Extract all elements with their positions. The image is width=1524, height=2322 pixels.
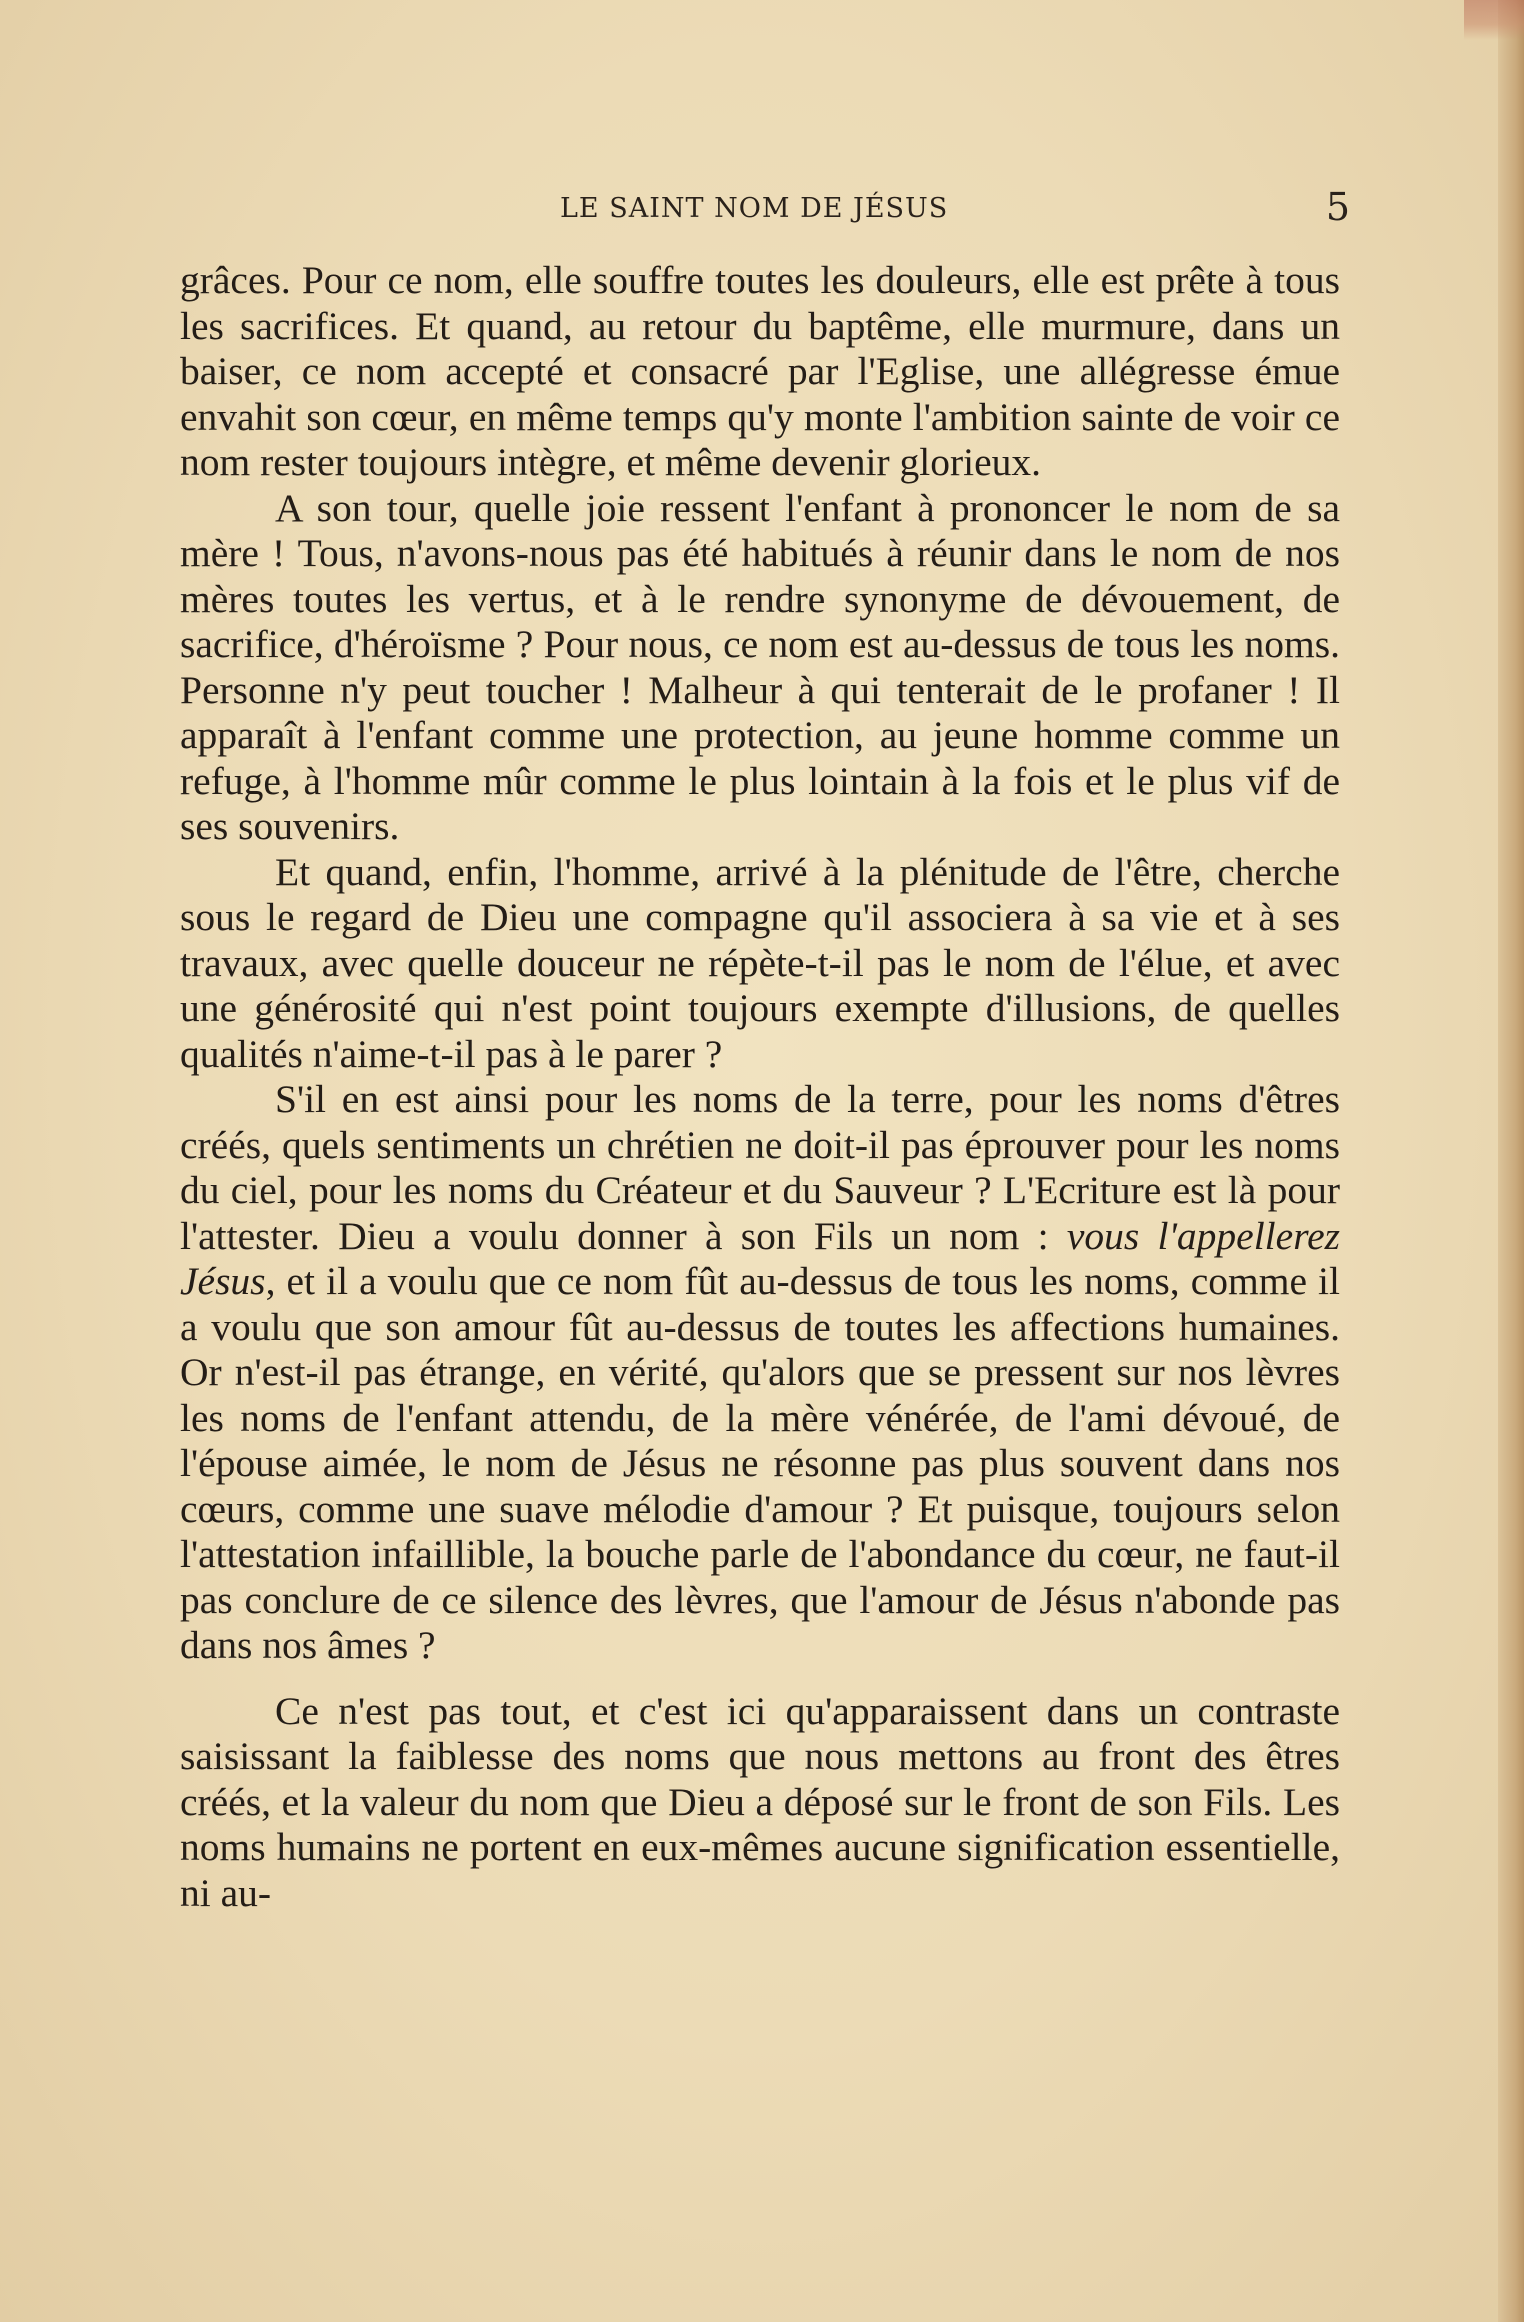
paragraph-3: Et quand, enfin, l'homme, arrivé à la plénitude de l'être, cherche sous le regard de Dieu une compagne qu'il associera à sa vie et à ses travaux, avec quelle douceur ne répète-t-il pas le nom de l'élue, et avec une générosité qui n'est point toujours exempte d'illusions, de quelles qualités n'aime-t-il pas à le parer ? — [180, 849, 1340, 1076]
page-number: 5 — [1325, 185, 1350, 229]
body-text — [180, 258, 1340, 1916]
page-header — [180, 185, 1350, 235]
paragraph-4-quote: vous l'appellerez Jésus — [180, 1213, 1340, 1303]
paragraph-4-part-2: , et il a voulu que ce nom fût au-dessus de tous les noms, comme il a voulu que son amour fût au-dessus de toutes les affections humaines. Or n'est-il pas étrange, en vérité, qu'alors que se pressent sur nos lèvres les noms de l'enfant attendu, de la mère vénérée, de l'ami dévoué, de l'épouse aimée, le nom de Jésus ne résonne pas plus souvent dans nos cœurs, comme une suave mélodie d'amour ? Et puisque, toujours selon l'attestation infaillible, la bouche parle de l'abondance du cœur, ne faut-il pas conclure de ce silence des lèvres, que l'amour de Jésus n'abonde pas dans nos âmes ? — [180, 1259, 1340, 1667]
paragraph-1: grâces. Pour ce nom, elle souffre toutes les douleurs, elle est prête à tous les sacrifices. Et quand, au retour du baptême, elle murmure, dans un baiser, ce nom accepté et consacré par l'Eglise, une allégresse émue envahit son cœur, en même temps qu'y monte l'ambition sainte de voir ce nom rester toujours intègre, et même devenir glorieux. — [180, 258, 1340, 484]
page-edge — [1498, 0, 1524, 2322]
paragraph-4-part-1: S'il en est ainsi pour les noms de la terre, pour les noms d'êtres créés, quels sentiments un chrétien ne doit-il pas éprouver pour les noms du ciel, pour les noms du Créateur et du Sauveur ? L'Ecriture est là pour l'attester. Dieu a voulu donner à son Fils un nom : — [180, 1077, 1340, 1258]
running-head: LE SAINT NOM DE JÉSUS — [560, 193, 949, 224]
paragraph-4 — [180, 1077, 1340, 1669]
cover-corner — [1464, 0, 1524, 40]
paragraph-5: Ce n'est pas tout, et c'est ici qu'apparaissent dans un contraste saisissant la faiblesse des noms que nous mettons au front des êtres créés, et la valeur du nom que Dieu a déposé sur le front de son Fils. Les noms humains ne portent en eux-mêmes aucune signification essentielle, ni au- — [180, 1688, 1340, 1915]
paragraph-2: A son tour, quelle joie ressent l'enfant à prononcer le nom de sa mère ! Tous, n'avons-nous pas été habitués à réunir dans le nom de nos mères toutes les vertus, et à le rendre synonyme de dévouement, de sacrifice, d'héroïsme ? Pour nous, ce nom est au-dessus de tous les noms. Personne n'y peut toucher ! Malheur à qui tenterait de le profaner ! Il apparaît à l'enfant comme une protection, au jeune homme comme un refuge, à l'homme mûr comme le plus lointain à la fois et le plus vif de ses souvenirs. — [180, 485, 1340, 848]
